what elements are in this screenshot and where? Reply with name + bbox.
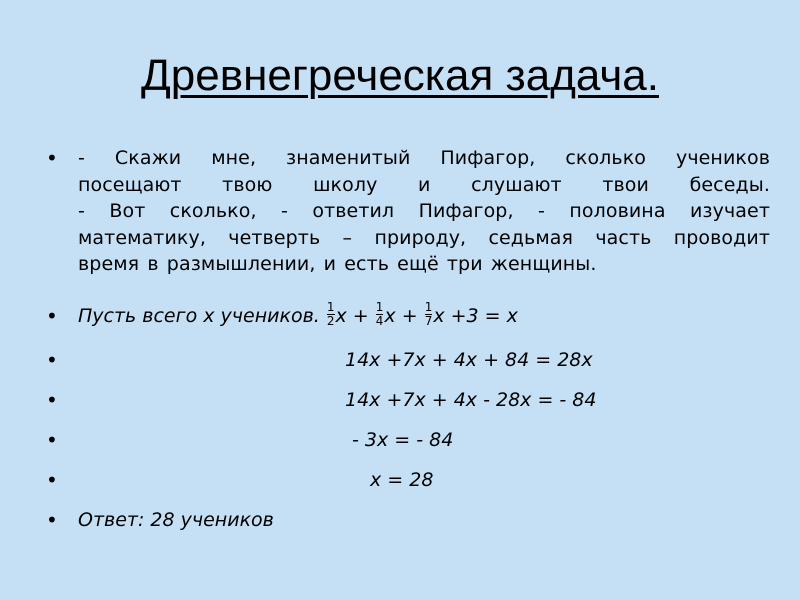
step-bullet <box>40 387 770 427</box>
equation-line <box>78 300 518 330</box>
bullet-marker: • <box>46 468 58 492</box>
equation-intro: Пусть всего х учеников. <box>78 305 320 327</box>
equation-term: х + <box>335 305 369 327</box>
step-line: 14х +7х + 4х - 28х = - 84 <box>345 389 597 411</box>
paragraph-line: время в размышлении, и есть ещё три женщины. <box>78 253 597 275</box>
equation-term: х + <box>384 305 418 327</box>
bullet-marker: • <box>46 348 58 372</box>
step-bullet <box>40 427 770 467</box>
step-bullet <box>40 347 770 387</box>
equation-term: х +3 = х <box>433 305 518 327</box>
step-line: - 3х = - 84 <box>352 429 454 451</box>
bullet-marker: • <box>46 146 58 170</box>
dialogue-paragraph <box>78 145 770 278</box>
step-line: х = 28 <box>370 469 434 491</box>
fraction-numerator: 1 <box>375 300 384 314</box>
answer-bullet <box>40 507 770 535</box>
paragraph-line: математику, четверть – природу, седьмая часть проводит <box>78 226 770 249</box>
fraction-numerator: 1 <box>326 300 335 314</box>
paragraph-line: - Скажи мне, знаменитый Пифагор, сколько учеников <box>78 147 770 169</box>
paragraph-line: посещают твою школу и слушают твои беседы. <box>78 173 770 196</box>
paragraph-line: - Вот сколько, - ответил Пифагор, - половина изучает <box>78 200 770 222</box>
bullet-marker: • <box>46 508 58 532</box>
dialogue-bullet <box>40 145 770 303</box>
fraction-numerator: 1 <box>424 300 433 314</box>
fraction-denominator: 7 <box>424 314 433 328</box>
bullet-marker: • <box>46 304 58 328</box>
step-bullet <box>40 467 770 507</box>
fraction-half <box>327 301 335 328</box>
equation-bullet <box>40 300 770 347</box>
fraction-denominator: 4 <box>375 314 384 328</box>
step-line: 14х +7х + 4х + 84 = 28х <box>345 349 593 371</box>
slide-title: Древнегреческая задача. <box>141 51 659 100</box>
fraction-seventh <box>425 301 433 328</box>
answer-text: Ответ: 28 учеников <box>78 509 274 531</box>
fraction-quarter <box>376 301 384 328</box>
bullet-marker: • <box>46 388 58 412</box>
bullet-marker: • <box>46 428 58 452</box>
slide-body <box>40 145 770 535</box>
fraction-denominator: 2 <box>326 314 335 328</box>
